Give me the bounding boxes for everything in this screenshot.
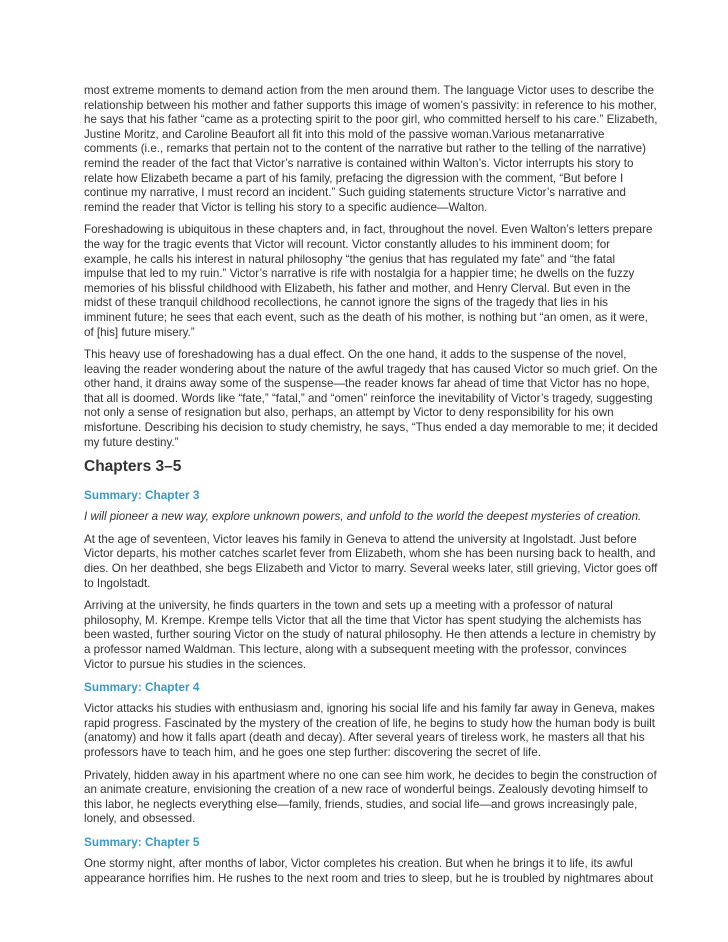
summary-heading-chapter-3: Summary: Chapter 3 [84, 488, 200, 503]
summary-heading-chapter-5: Summary: Chapter 5 [84, 834, 200, 849]
body-paragraph: One stormy night, after months of labor, Victor completes his creation. But when he brings it to life, its awful appearance horrifies him. He rushes to the next room and tries to sleep, but he is troubled by nightmares about [84, 856, 654, 885]
body-paragraph: This heavy use of foreshadowing has a dual effect. On the one hand, it adds to the suspense of the novel, leaving the reader wondering about the nature of the awful tragedy that has caused Victor so much grief. On the other hand, it drains away some of the suspense—the reader knows far ahead of time that Victor has no hope, that all is doomed. Words like “fate,” “fatal,” and “omen” reinforce the inevitability of Victor’s tragedy, suggesting not only a sense of resignation but also, perhaps, an attempt by Victor to deny responsibility for his own misfortune. Describing his decision to study chemistry, he says, “Thus ended a day memorable to me; it decided my future destiny.” [84, 348, 658, 449]
body-paragraph: Victor attacks his studies with enthusiasm and, ignoring his social life and his family far away in Geneva, makes rapid progress. Fascinated by the mystery of the creation of life, he begins to study how the human body is built (anatomy) and how it falls apart (death and decay). After several years of tireless work, he masters all that his professors have to teach him, and he goes one step further: discovering the secret of life. [84, 702, 655, 759]
body-paragraph: At the age of seventeen, Victor leaves his family in Geneva to attend the university at Ingolstadt. Just before Victor departs, his mother catches scarlet fever from Elizabeth, whom she has been nursing back to health, and dies. On her deathbed, she begs Elizabeth and Victor to marry. Several weeks later, still grieving, Victor goes off to Ingolstadt. [84, 532, 658, 590]
chapter-heading: Chapters 3–5 [84, 458, 182, 476]
body-paragraph: Arriving at the university, he finds quarters in the town and sets up a meeting with a professor of natural philosophy, M. Krempe. Krempe tells Victor that all the time that Victor has spent studying the alchemists has been wasted, further souring Victor on the study of natural philosophy. He then attends a lecture in chemistry by a professor named Waldman. This lecture, along with a subsequent meeting with the professor, convinces Victor to pursue his studies in the sciences. [84, 599, 656, 671]
document-page [84, 84, 658, 894]
body-paragraph: Foreshadowing is ubiquitous in these chapters and, in fact, throughout the novel. Even Walton’s letters prepare the way for the tragic events that Victor will recount. Victor constantly alludes to his imminent doom; for example, he calls his interest in natural philosophy “the genius that has regulated my fate” and “the fatal impulse that led to my ruin.” Victor’s narrative is rife with nostalgia for a happier time; he dwells on the fuzzy memories of his blissful childhood with Elizabeth, his father and mother, and Henry Clerval. But even in the midst of these tranquil childhood recollections, he cannot ignore the signs of the tragedy that lies in his imminent future; he sees that each event, such as the death of his mother, is nothing but “an omen, as it were, of [his] future misery.” [84, 223, 653, 339]
body-paragraph: most extreme moments to demand action from the men around them. The language Victor uses to describe the relationship between his mother and father supports this image of women’s passivity: in reference to his mother, he says that his father “came as a protecting spirit to the poor girl, who committed herself to his care.” Elizabeth, Justine Moritz, and Caroline Beaufort all fit into this mold of the passive woman.Various metanarrative comments (i.e., remarks that pertain not to the content of the narrative but rather to the telling of the narrative) remind the reader of the fact that Victor’s narrative is contained within Walton’s. Victor interrupts his story to relate how Elizabeth became a part of his family, prefacing the digression with the comment, “But before I continue my narrative, I must record an incident.” Such guiding statements structure Victor’s narrative and remind the reader that Victor is telling his story to a specific audience—Walton. [84, 84, 658, 214]
epigraph-quote: I will pioneer a new way, explore unknown powers, and unfold to the world the deepest mysteries of creation. [84, 510, 642, 524]
body-paragraph: Privately, hidden away in his apartment where no one can see him work, he decides to begin the construction of an animate creature, envisioning the creation of a new race of wonderful beings. Zealously devoting himself to this labor, he neglects everything else—family, friends, studies, and social life—and grows increasingly pale, lonely, and obsessed. [84, 768, 657, 826]
summary-heading-chapter-4: Summary: Chapter 4 [84, 680, 200, 695]
